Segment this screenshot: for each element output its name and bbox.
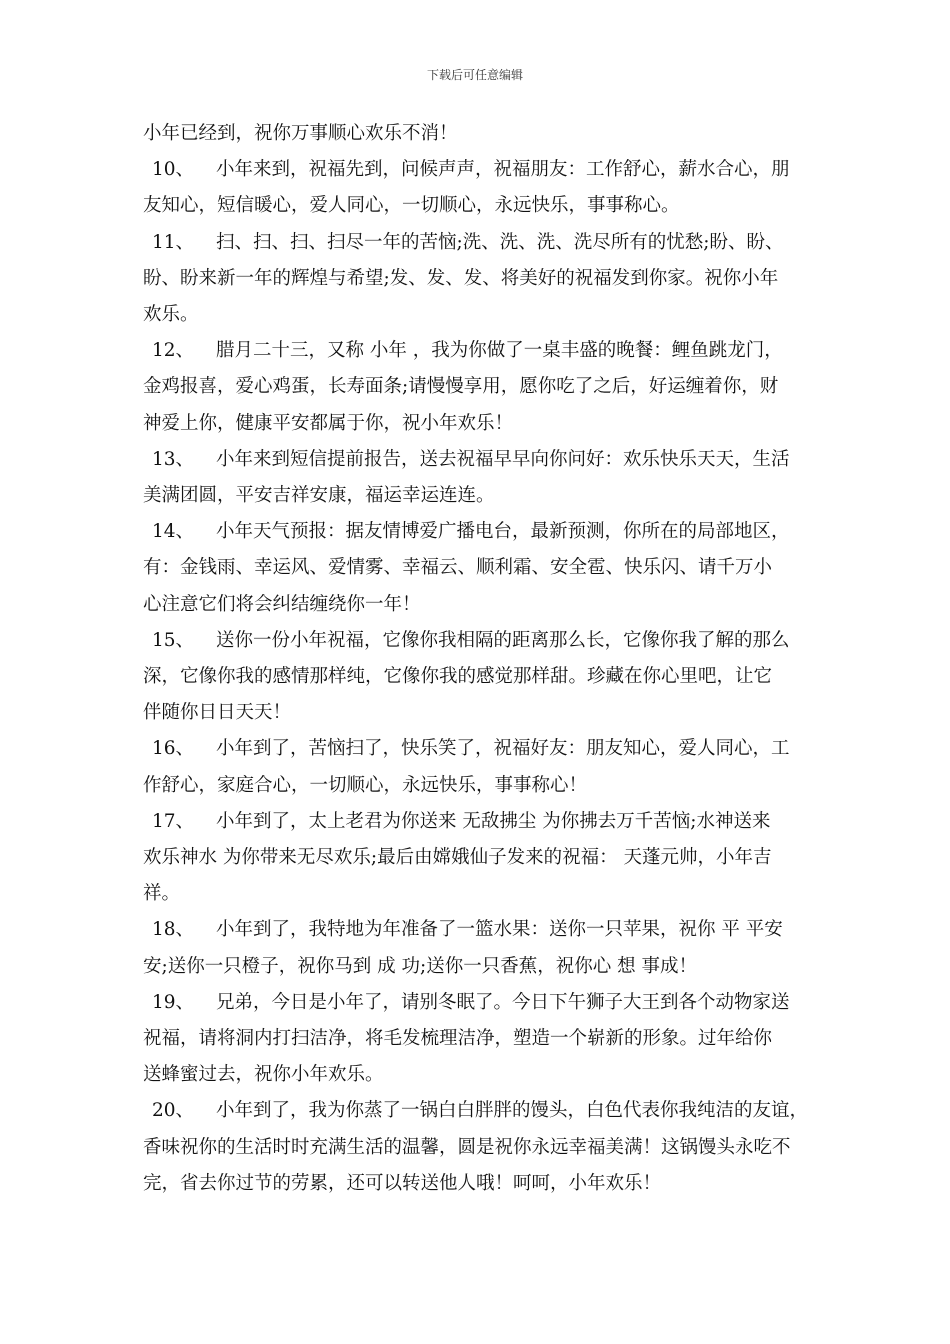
entry-number: 13、	[152, 448, 195, 470]
text-line: 金鸡报喜，爱心鸡蛋，长寿面条;请慢慢享用，愿你吃了之后，好运缠着你，财	[143, 376, 779, 398]
text-line: 祥。	[143, 883, 181, 905]
entry-text: 兄弟，今日是小年了，请别冬眠了。今日下午狮子大王到各个动物家送	[216, 991, 790, 1013]
text-line: 祝福，请将洞内打扫洁净，将毛发梳理洁净，塑造一个崭新的形象。过年给你	[143, 1028, 773, 1050]
entry-text: 小年到了，太上老君为你送来 无敌拂尘 为你拂去万千苦恼;水神送来	[216, 810, 771, 832]
entry-text: 小年来到，祝福先到，问候声声，祝福朋友：工作舒心，薪水合心，朋	[216, 159, 790, 181]
text-line	[143, 333, 809, 369]
greeting-entry	[143, 1093, 809, 1202]
entry-number: 17、	[152, 810, 195, 832]
text-line: 作舒心，家庭合心，一切顺心，永远快乐，事事称心！	[143, 774, 588, 796]
greeting-entry	[143, 912, 809, 984]
entry-text: 送你一份小年祝福，它像你我相隔的距离那么长，它像你我了解的那么	[216, 629, 790, 651]
text-line	[143, 912, 809, 948]
text-line: 盼、盼来新一年的辉煌与希望;发、发、发、将美好的祝福发到你家。祝你小年	[143, 267, 779, 289]
text-line	[143, 804, 809, 840]
text-line: 小年已经到，祝你万事顺心欢乐不消！	[143, 123, 458, 144]
document-body	[143, 116, 809, 1202]
entry-number: 10、	[152, 159, 195, 181]
text-line: 友知心，短信暖心，爱人同心，一切顺心，永远快乐，事事称心。	[143, 195, 680, 217]
page-header: 下载后可任意编辑	[426, 68, 523, 82]
greeting-entry	[143, 442, 809, 514]
entry-text: 扫、扫、扫、扫尽一年的苦恼;洗、洗、洗、洗尽所有的忧愁;盼、盼、	[216, 231, 784, 253]
text-line: 伴随你日日天天！	[143, 702, 292, 724]
text-line: 香味祝你的生活时时充满生活的温馨，圆是祝你永远幸福美满！这锅馒头永吃不	[143, 1136, 791, 1158]
text-line	[143, 985, 809, 1021]
greeting-entry	[143, 985, 809, 1094]
lead-paragraph	[143, 116, 809, 152]
entry-number: 20、	[152, 1100, 195, 1122]
text-line: 神爱上你，健康平安都属于你，祝小年欢乐！	[143, 412, 514, 434]
text-line	[143, 731, 809, 767]
entry-number: 14、	[152, 521, 195, 543]
text-line: 美满团圆，平安吉祥安康，福运幸运连连。	[143, 485, 495, 507]
text-line: 有：金钱雨、幸运风、爱情雾、幸福云、顺利霜、安全雹、快乐闪、请千万小	[143, 557, 773, 579]
text-line	[143, 442, 809, 478]
text-line	[143, 152, 809, 188]
greeting-entry	[143, 623, 809, 732]
greeting-entry	[143, 152, 809, 224]
text-line	[143, 1093, 809, 1129]
entry-text: 小年天气预报：据友情博爱广播电台，最新预测，你所在的局部地区，	[216, 521, 790, 543]
entry-number: 15、	[152, 629, 195, 651]
greeting-entry	[143, 514, 809, 623]
entry-text: 小年到了，我为你蒸了一锅白白胖胖的馒头，白色代表你我纯洁的友谊，	[216, 1100, 809, 1122]
greeting-entry	[143, 804, 809, 913]
entry-text: 腊月二十三，又称 小年 ，我为你做了一桌丰盛的晚餐：鲤鱼跳龙门，	[216, 340, 783, 362]
entry-number: 16、	[152, 738, 195, 760]
greeting-entry	[143, 731, 809, 803]
entry-number: 19、	[152, 991, 195, 1013]
text-line: 心注意它们将会纠结缠绕你一年！	[143, 593, 421, 615]
greeting-list	[143, 152, 809, 1202]
entry-text: 小年到了，我特地为年准备了一篮水果：送你一只苹果，祝你 平 平安	[216, 919, 783, 941]
text-line: 欢乐神水 为你带来无尽欢乐;最后由嫦娥仙子发来的祝福： 天蓬元帅，小年吉	[143, 847, 772, 869]
entry-number: 11、	[152, 231, 195, 253]
entry-text: 小年来到短信提前报告，送去祝福早早向你问好：欢乐快乐天天，生活	[216, 448, 790, 470]
text-line: 安;送你一只橙子，祝你马到 成 功;送你一只香蕉，祝你心 想 事成！	[143, 955, 697, 977]
text-line	[143, 514, 809, 550]
text-line: 完，省去你过节的劳累，还可以转送他人哦！呵呵，小年欢乐！	[143, 1172, 662, 1194]
text-line	[143, 623, 809, 659]
text-line: 深，它像你我的感情那样纯，它像你我的感觉那样甜。珍藏在你心里吧，让它	[143, 666, 773, 688]
text-line: 送蜂蜜过去，祝你小年欢乐。	[143, 1064, 384, 1086]
entry-number: 12、	[152, 340, 195, 362]
entry-number: 18、	[152, 919, 195, 941]
greeting-entry	[143, 333, 809, 442]
text-line	[143, 225, 809, 261]
entry-text: 小年到了，苦恼扫了，快乐笑了，祝福好友：朋友知心，爱人同心，工	[216, 738, 790, 760]
text-line: 欢乐。	[143, 304, 199, 326]
greeting-entry	[143, 225, 809, 334]
